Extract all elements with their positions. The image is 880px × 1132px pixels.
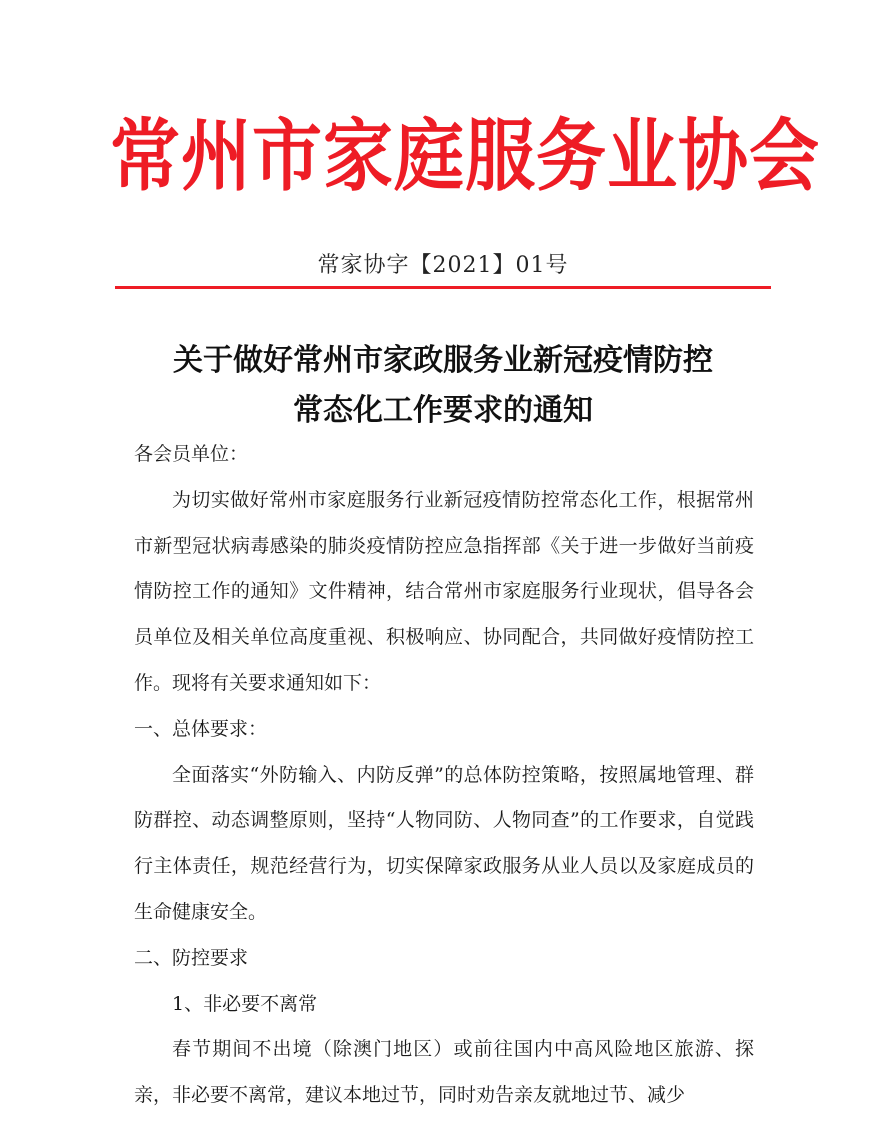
section-2-item-1-paragraph: 春节期间不出境（除澳门地区）或前往国内中高风险地区旅游、探亲，非必要不离常，建议本地过节，同时劝告亲友就地过节、减少 — [134, 1038, 754, 1107]
section-1-heading: 一、总体要求： — [134, 717, 268, 740]
document-body — [134, 432, 754, 1119]
section-2-heading: 二、防控要求 — [134, 946, 249, 969]
organization-masthead: 常州市家庭服务业协会 — [110, 110, 820, 202]
document-number: 常家协字【2021】01号 — [317, 253, 569, 278]
document-title-line-2: 常态化工作要求的通知 — [293, 393, 593, 428]
section-2-item-1-heading: 1、非必要不离常 — [172, 992, 318, 1015]
section-1-paragraph: 全面落实“外防输入、内防反弹”的总体防控策略，按照属地管理、群防群控、动态调整原则，坚持“人物同防、人物同查”的工作要求，自觉践行主体责任，规范经营行为，切实保障家政服务从业人员以及家庭成员的生命健康安全。 — [134, 763, 754, 923]
intro-paragraph: 为切实做好常州市家庭服务行业新冠疫情防控常态化工作，根据常州市新型冠状病毒感染的肺炎疫情防控应急指挥部《关于进一步做好当前疫情防控工作的通知》文件精神，结合常州市家庭服务行业现状，倡导各会员单位及相关单位高度重视、积极响应、协同配合，共同做好疫情防控工作。现将有关要求通知如下： — [134, 488, 754, 694]
document-title — [115, 336, 771, 436]
red-divider-line — [115, 286, 771, 289]
salutation: 各会员单位： — [134, 443, 249, 465]
document-title-line-1: 关于做好常州市家政服务业新冠疫情防控 — [173, 343, 713, 378]
